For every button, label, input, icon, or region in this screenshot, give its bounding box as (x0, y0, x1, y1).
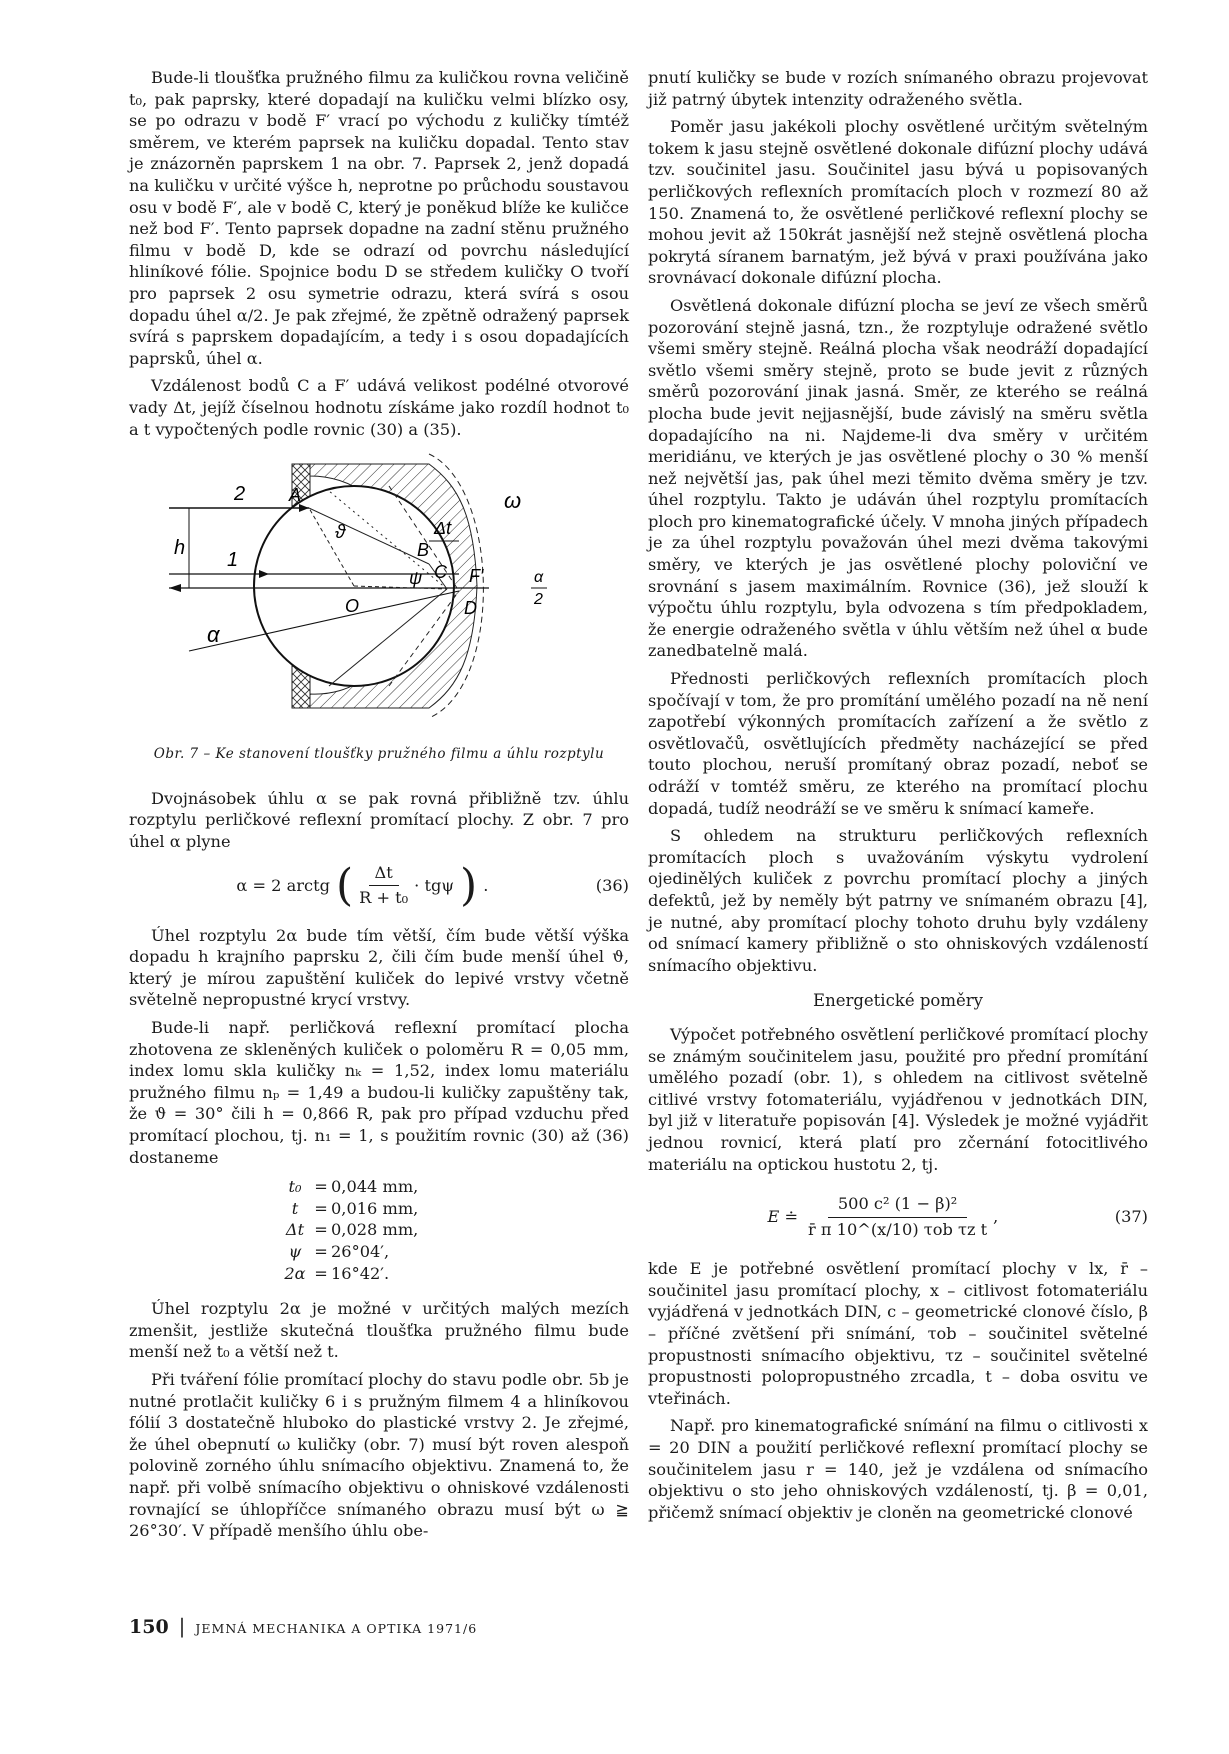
label-theta: ϑ (335, 522, 346, 544)
figure-7 (129, 446, 629, 736)
left-column (129, 67, 629, 1548)
equation-37 (648, 1193, 1148, 1240)
equation-36 (129, 859, 629, 911)
paragraph: Úhel rozptylu 2α je možné v určitých malých mezích zmenšit, jestliže skutečná tloušťka pružného filmu bude menší než t₀ a větší než t. (129, 1299, 629, 1362)
equals-sign: = (314, 1263, 328, 1283)
footer-separator: | (178, 1614, 186, 1638)
result-symbol: ψ (288, 1241, 302, 1261)
paragraph: Vzdálenost bodů C a F′ udává velikost podélné otvorové vady Δt, jejíž číselnou hodnotu získáme jako rozdíl hodnot t₀ a t vypočtených podle rovnic (30) a (35). (129, 376, 629, 439)
label-O: O (345, 596, 360, 617)
paragraph: pnutí kuličky se bude v rozích snímaného obrazu projevovat již patrný úbytek intenzity odraženého světla. (648, 68, 1148, 109)
paragraph: Při tváření fólie promítací plochy do stavu podle obr. 5b je nutné protlačit kuličky 6 i s pružným filmem 4 a hliníkovou fólií 3 dostatečně hluboko do plastické vrstvy 2. Je zřejmé, že úhel obepnutí ω kuličky (obr. 7) musí být roven alespoň polovině zorného úhlu snímacího objektivu. Znamená to, že např. při volbě snímacího objektivu o ohniskové vzdálenosti rovnající se úhlopříčce snímaného obrazu musí být ω ≧ 26°30′. V případě menšího úhlu obe- (129, 1369, 629, 1541)
equals-sign: = (314, 1220, 328, 1240)
section-heading: Energetické poměry (813, 991, 983, 1011)
label-A: A (289, 485, 302, 506)
paragraph: Úhel rozptylu 2α bude tím větší, čím bude větší výška dopadu h krajního paprsku 2, čili čím bude menší úhel ϑ, který je mírou zapuštění kuliček do lepivé vrstvy včetně světelně nepropustné krycí vrstvy. (129, 925, 629, 1010)
label-alpha-half-den: 2 (534, 591, 543, 609)
label-ray-1: 1 (227, 549, 239, 572)
label-B: B (417, 540, 430, 561)
result-value: 16°42′. (331, 1263, 390, 1283)
equals-sign: = (314, 1241, 328, 1261)
label-dt: Δt (434, 518, 452, 539)
label-alpha: α (207, 622, 220, 648)
result-row (279, 1241, 629, 1263)
result-value: 26°04′, (331, 1241, 390, 1261)
eq37-fraction (808, 1193, 987, 1240)
result-row (279, 1198, 629, 1220)
paragraph: Bude-li tloušťka pružného filmu za kuličkou rovna veličině t₀, pak paprsky, které dopadají na kuličku velmi blízko osy, se po odrazu v bodě F′ vrací po východu z kuličky tímtéž směrem, ve kterém paprsek na kuličku dopadal. Tento stav je znázorněn paprskem 1 na obr. 7. Paprsek 2, jenž dopadá na kuličku v určité výšce h, neprotne po průchodu soustavou osu v bodě F′, ale v bodě C, který je poněkud blíže ke kuličce než bod F′. Tento paprsek dopadne na zadní stěnu pružného filmu v bodě D, kde se odrazí od povrchu následující hliníkové fólie. Spojnice bodu D se středem kuličky O tvoří pro paprsek 2 osu symetrie odrazu, která svírá s osou dopadu úhel α/2. Je pak zřejmé, že zpětně odražený paprsek svírá s paprskem dopadajícím, a tedy i s osou dopadajících paprsků, úhel α. (129, 68, 630, 368)
figure-caption: Obr. 7 – Ke stanovení tloušťky pružného filmu a úhlu rozptylu (153, 746, 605, 763)
eq36-number: (36) (595, 875, 629, 895)
label-psi: ψ (409, 568, 423, 589)
eq37-tail: , (993, 1206, 999, 1226)
eq36-denominator: R + t₀ (359, 888, 409, 908)
result-symbol: 2α (284, 1263, 306, 1283)
paragraph: kde E je potřebné osvětlení promítací plochy v lx, r̄ – součinitel jasu promítací plochy, x – citlivost fotomateriálu vyjádřená v jednotkách DIN, c – geometrické clonové číslo, β – příčné zvětšení při snímání, τob – součinitel světelné propustnosti snímacího objektivu, τz – součinitel světelné propustnosti polopropustného zrcadla, t – doba osvitu ve vteřinách. (648, 1259, 1148, 1408)
label-Fprime: F′ (469, 566, 484, 587)
result-symbol: t₀ (288, 1177, 302, 1197)
label-C: C (434, 562, 447, 583)
close-paren: ) (460, 859, 478, 911)
axis-arrow (169, 584, 181, 592)
paragraph: Dvojnásobek úhlu α se pak rovná přibližně tzv. úhlu rozptylu perličkové reflexní promítací plochy. Z obr. 7 pro úhel α plyne (129, 788, 629, 851)
label-ray-2: 2 (234, 483, 246, 506)
results-list (279, 1176, 629, 1284)
eq37-number: (37) (1114, 1206, 1148, 1226)
result-symbol: t (291, 1198, 299, 1218)
open-paren: ( (335, 859, 354, 911)
paragraph: Výpočet potřebného osvětlení perličkové promítací plochy se známým součinitelem jasu, použité pro přední promítání umělého pozadí (obr. 1), s ohledem na citlivost světelně citlivé vrstvy fotomateriálu, vyjádřenou v jednotkách DIN, byl již v literatuře popisován [4]. Výsledek je možné vyjádřit jednou rovnicí, která platí pro zčernání fotocitlivého materiálu na optickou hustotu 2, tj. (648, 1024, 1148, 1174)
paragraph: Např. pro kinematografické snímání na filmu o citlivosti x = 20 DIN a použití perličkové reflexní promítací plochy se součinitelem jasu r = 140, jež je vzdálena od snímacího objektivu o sto jeho ohniskových vzdáleností, tj. β = 0,01, přičemž snímací objektiv je cloněn na geometrické clonové (648, 1416, 1148, 1522)
equals-sign: = (314, 1177, 328, 1197)
result-row (279, 1263, 629, 1285)
eq36-tail: · tgψ (414, 875, 455, 895)
result-symbol: Δt (285, 1220, 305, 1240)
paragraph: Bude-li např. perličková reflexní promítací plocha zhotovena ze skleněných kuliček o poloměru R = 0,05 mm, index lomu skla kuličky nₖ = 1,52, index lomu materiálu pružného filmu nₚ = 1,49 a budou-li kuličky zapuštěny tak, že ϑ = 30° čili h = 0,866 R, pak pro případ vzduchu před promítací plochou, tj. n₁ = 1, s použitím rovnic (30) až (36) dostaneme (129, 1018, 629, 1167)
paragraph: Přednosti perličkových reflexních promítacích ploch spočívají v tom, že pro promítání umělého pozadí na ně není zapotřebí výkonných promítacích zařízení a že světlo z osvětlovačů, osvětlujících předměty nacházející se před touto plochou, neruší promítaný obraz pozadí, neboť se odráží v tomtéž směru, ze kterého na promítací plochu dopadá, tudíž neodráží se ve směru k snímací kameře. (648, 669, 1148, 818)
label-D: D (464, 598, 477, 619)
result-value: 0,044 mm, (331, 1177, 419, 1197)
label-h: h (174, 537, 186, 560)
eq37-numerator: 500 c² (1 − β)² (828, 1193, 967, 1218)
eq37-lhs: E ≐ (767, 1206, 798, 1226)
journal-name: JEMNÁ MECHANIKA A OPTIKA 1971/6 (195, 1621, 478, 1636)
paragraph: S ohledem na strukturu perličkových reflexních promítacích ploch s uvažováním výskytu vydrolení ojedinělých kuliček z povrchu promítací plochy a jiných defektů, jež by neměly být patrny ve snímaném obrazu [4], je nutné, aby promítací plochy tohoto druhu byly vzdáleny od snímací kamery přibližně o sto ohniskových vzdáleností snímacího objektivu. (648, 826, 1148, 975)
eq36-numerator: Δt (369, 862, 399, 886)
label-omega: ω (504, 488, 522, 514)
result-row (279, 1219, 629, 1241)
page-number: 150 (129, 1616, 169, 1638)
paragraph: Poměr jasu jakékoli plochy osvětlené určitým světelným tokem k jasu stejně osvětlené dokonale difúzní plochy udává tzv. součinitel jasu. Součinitel jasu bývá u popisovaných perličkových reflexních promítacích ploch v rozmezí 80 až 150. Znamená to, že osvětlené perličkové reflexní plochy se mohou jevit až 150krát jasnější než stejně osvětlená plocha pokrytá síranem barnatým, jež bývá v praxi používána jako srovnávací dokonale difúzní plocha. (648, 117, 1148, 288)
result-row (279, 1176, 629, 1198)
eq36-lhs: α = 2 arctg (236, 875, 330, 895)
result-value: 0,016 mm, (331, 1198, 419, 1218)
eq37-denominator: r̄ π 10^(x/10) τob τz t (808, 1219, 988, 1239)
page-footer (129, 1614, 477, 1638)
paragraph: Osvětlená dokonale difúzní plocha se jeví ze všech směrů pozorování stejně jasná, tzn., že rozptyluje odražené světlo všemi směry stejně. Reálná plocha však neodráží dopadající světlo všemi směry stejně, proto se bude jevit z různých směrů pozorování jinak jasná. Směr, ze kterého se reálná plocha bude jevit nejjasnější, bude závislý na směru světla dopadajícího na ni. Najdeme-li dva směry v určitém meridiánu, ve kterých je jas osvětlené plochy o 30 % menší než největší jas, pak úhel mezi těmito dvěma směry je tzv. úhel rozptylu. Takto je udáván úhel rozptylu promítacích ploch pro kinematografické účely. V mnoha jiných případech je za úhel rozptylu považován úhel mezi dvěma takovými směry, ve kterých je jas osvětlené plochy poloviční ve srovnání s jasem maximálním. Rovnice (36), jež slouží k výpočtu úhlu rozptylu, byla odvozena s tím předpokladem, že energie odraženého světla v úhlu větším než úhel α bude zanedbatelně malá. (648, 295, 1148, 661)
right-column (648, 67, 1148, 1529)
eq36-dot: . (483, 875, 489, 895)
eq36-fraction (359, 862, 408, 908)
label-alpha-half-num: α (534, 569, 544, 587)
equals-sign: = (314, 1198, 328, 1218)
result-value: 0,028 mm, (331, 1220, 419, 1240)
